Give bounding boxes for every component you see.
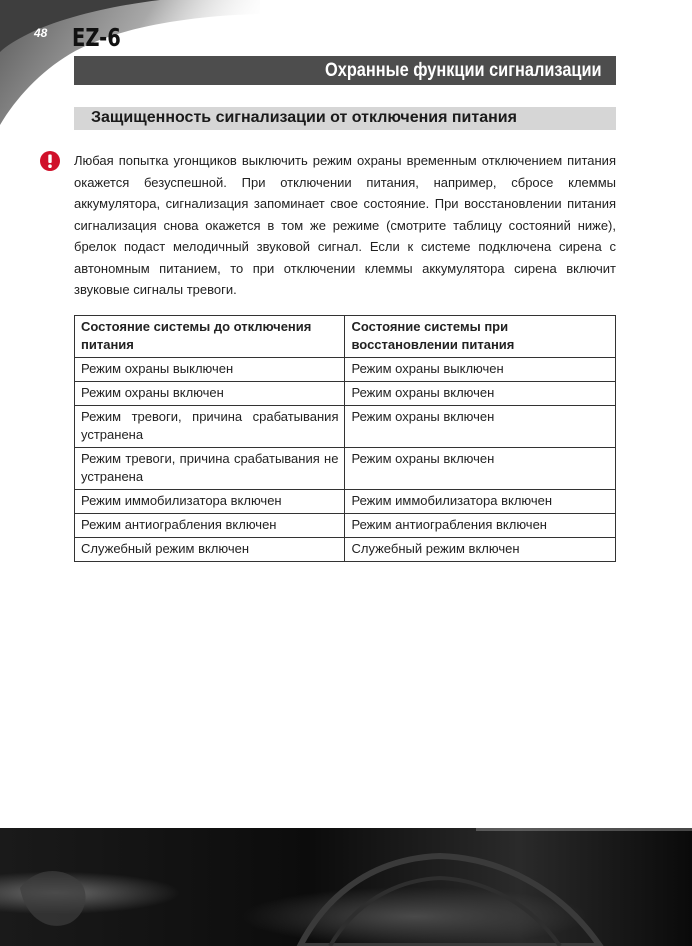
table-cell: Служебный режим включен [75,538,345,562]
column-header: Состояние системы при восстановлении питания [345,316,616,358]
table-cell: Режим охраны включен [75,382,345,406]
table-cell: Режим антиограбления включен [345,514,616,538]
section-title: Защищенность сигнализации от отключения питания [91,109,517,126]
footer-decorative-image [0,828,692,946]
section-header [74,107,616,130]
table-row [75,538,616,562]
table-cell: Режим иммобилизатора включен [345,490,616,514]
table-cell: Режим антиограбления включен [75,514,345,538]
table-cell: Режим охраны включен [345,382,616,406]
table-cell: Режим тревоги, причина срабатывания устранена [75,406,345,448]
table-header-row [75,316,616,358]
table-cell: Режим охраны включен [345,448,616,490]
body-paragraph: Любая попытка угонщиков выключить режим охраны временным отключением питания окажется безуспешной. При отключении питания, например, сбросе клеммы аккумулятора, сигнализация запоминает свое состояние. При восстановлении питания сигнализация снова окажется в том же режиме (смотрите таблицу состояний ниже), брелок подаст мелодичный звуковой сигнал. Если к системе подключена сирена с автономным питанием, то при отключении клеммы аккумулятора сирена включит звуковые сигналы тревоги. [74,153,616,297]
warning-icon [39,150,61,172]
table-row [75,358,616,382]
table-cell: Режим охраны включен [345,406,616,448]
table-cell: Режим охраны выключен [75,358,345,382]
state-table [74,315,616,562]
chapter-header [74,56,616,85]
table-row [75,490,616,514]
table-row [75,382,616,406]
table-cell: Режим иммобилизатора включен [75,490,345,514]
table-row [75,448,616,490]
chapter-title: Охранные функции сигнализации [325,60,602,81]
table-row [75,406,616,448]
table-row [75,514,616,538]
table-cell: Режим охраны выключен [345,358,616,382]
page-number: 48 [34,26,48,40]
model-logo: EZ-6 [72,23,121,52]
table-cell: Служебный режим включен [345,538,616,562]
table-cell: Режим тревоги, причина срабатывания не устранена [75,448,345,490]
column-header: Состояние системы до отключения питания [75,316,345,358]
